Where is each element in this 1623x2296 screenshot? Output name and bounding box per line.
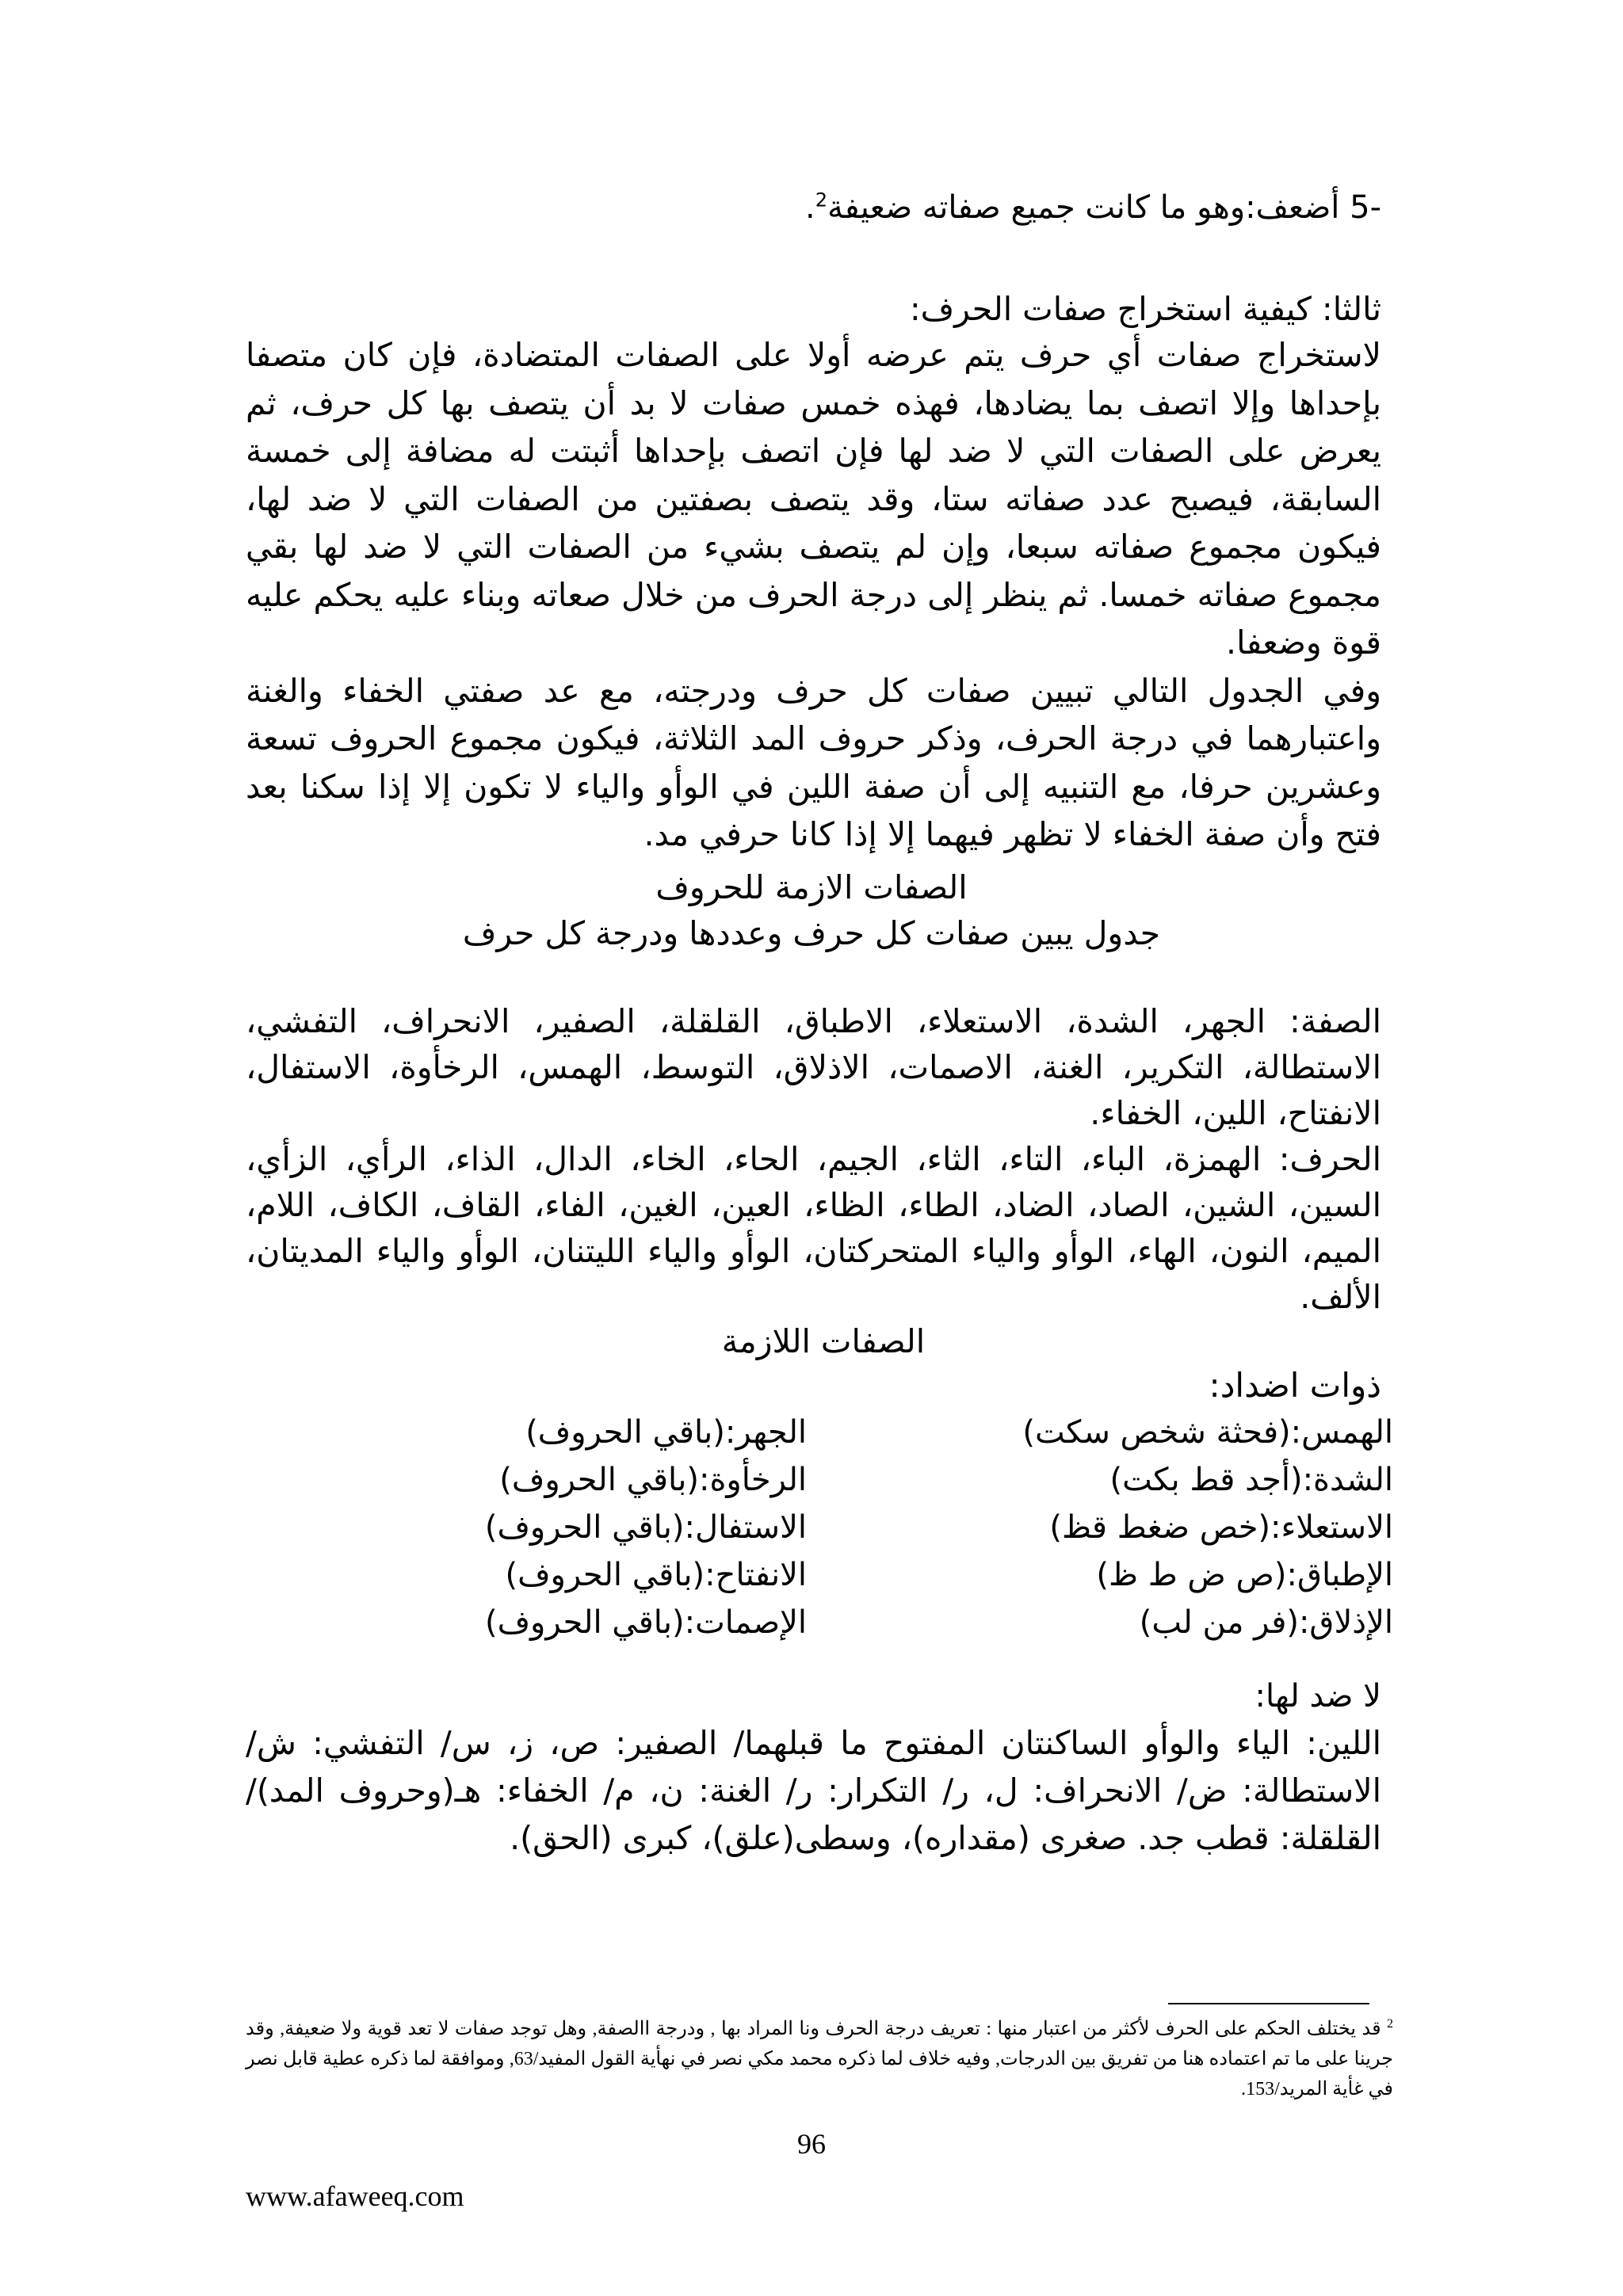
website-link[interactable]: www.afaweeq.com bbox=[246, 2180, 464, 2212]
attributes-list: الصفة: الجهر، الشدة، الاستعلاء، الاطباق، القلقلة، الصفير، الانحراف، التفشي، الاستطالة، التكرير، الغنة، الاصمات، الاذلاق، التوسط، الهمس، الرخأوة، الاستفال، الانفتاح، اللين، الخفاء. bbox=[246, 1002, 1381, 1132]
period: . bbox=[805, 189, 815, 226]
footnote-number: 2 bbox=[1387, 2017, 1394, 2031]
opposite-item: الشدة:(أجد قط بكت) bbox=[1109, 1462, 1393, 1498]
no-opposites-heading: لا ضد لها: bbox=[1254, 1678, 1381, 1714]
opposite-item: الانفتاح:(باقي الحروف) bbox=[505, 1557, 807, 1593]
opposite-item: الإذلاق:(فر من لب) bbox=[1139, 1604, 1393, 1641]
page-number: 96 bbox=[797, 2128, 826, 2160]
attribute-lists bbox=[246, 998, 1381, 1320]
footnote-ref[interactable]: 2 bbox=[815, 189, 828, 212]
footnote-text: قد يختلف الحكم على الحرف لأكثر من اعتبار منها : تعريف درجة الحرف ونا المراد بها , ودرجة االصفة, وهل توجد صفات لا تعد قوية ولا ضعيفة, وقد جرينا على ما تم اعتماده هنا من تفريق بين الدرجات, وفيه خلاف لما ذكره محمد مكي نصر في نهأية القول المفيد/63, وموافقة لما ذكره عطية قابل نصر في غأية المريد/153. bbox=[246, 2019, 1393, 2100]
paragraph: وفي الجدول التالي تبيين صفات كل حرف ودرجته، مع عد صفتي الخفاء والغنة واعتبارهما في درجة الحرف، وذكر حروف المد الثلاثة، فيكون مجموع الحروف تسعة وعشرين حرفا، مع التنبيه إلى أن صفة اللين في الوأو والياء لا تكون إلا إذا سكنا بعد فتح وأن صفة الخفاء لا تظهر فيهما إلا إذا كانا حرفي مد. bbox=[246, 671, 1381, 853]
letters-list: الحرف: الهمزة، الباء، التاء، الثاء، الجيم، الحاء، الخاء، الدال، الذاء، الرأي، الزأي، السين، الشين، الصاد، الضاد، الطاء، الظاء، العين، الغين، الفاء، القاف، الكاف، اللام، الميم، النون، الهاء، الوأو والياء المتحركتان، الوأو والياء الليتنان، الوأو والياء المديتان، الألف. bbox=[246, 1140, 1381, 1316]
opposites-column-left bbox=[363, 1409, 807, 1646]
opposite-item: الاستفال:(باقي الحروف) bbox=[484, 1509, 807, 1546]
opposite-item: الرخأوة:(باقي الحروف) bbox=[499, 1462, 807, 1498]
inherent-attributes-heading: الصفات اللازمة bbox=[721, 1322, 926, 1360]
strength-level-text: -5 أضعف:وهو ما كانت جميع صفاته ضعيفة bbox=[827, 189, 1381, 226]
opposite-item: الاستعلاء:(خص ضغط قظ) bbox=[1049, 1509, 1393, 1546]
opposite-item: الإصمات:(باقي الحروف) bbox=[484, 1604, 807, 1641]
strength-level-item bbox=[246, 184, 1381, 231]
section-body bbox=[246, 331, 1381, 859]
footnote bbox=[246, 2009, 1393, 2104]
opposite-item: الإطباق:(ص ض ط ظ) bbox=[1096, 1557, 1393, 1593]
opposites-heading: ذوات اضداد: bbox=[1209, 1366, 1381, 1405]
no-opposites-body: اللين: الياء والوأو الساكنتان المفتوح ما قبلهما/ الصفير: ص، ز، س/ التفشي: ش/ الاستطالة: ض/ الانحراف: ل، ر/ التكرار: ر/ الغنة: ن، م/ الخفاء: هـ(وحروف المد)/ القلقلة: قطب جد. صغرى (مقداره)، وسطى(علق)، كبرى (الحق). bbox=[246, 1724, 1381, 1857]
table-subtitle: جدول يبين صفات كل حرف وعددها ودرجة كل حرف bbox=[462, 914, 1161, 952]
paragraph: لاستخراج صفات أي حرف يتم عرضه أولا على الصفات المتضادة، فإن كان متصفا بإحداها وإلا اتصف بما يضادها، فهذه خمس صفات لا بد أن يتصف بها كل حرف، ثم يعرض على الصفات التي لا ضد لها فإن اتصف بإحداها أثبتت له مضافة إلى خمسة السابقة، فيصبح عدد صفاته ستا، وقد يتصف بصفتين من الصفات التي لا ضد لها، فيكون مجموع صفاته سبعا، وإن لم يتصف بشيء من الصفات التي لا ضد لها بقي مجموع صفاته خمسا. ثم ينظر إلى درجة الحرف من خلال صعاته وبناء عليه يحكم عليه قوة وضعفا. bbox=[246, 336, 1381, 662]
section-heading: ثالثا: كيفية استخراج صفات الحرف: bbox=[909, 290, 1381, 328]
opposites-column-right bbox=[902, 1409, 1393, 1646]
footnote-separator bbox=[1168, 2003, 1369, 2004]
opposite-item: الجهر:(باقي الحروف) bbox=[525, 1414, 807, 1451]
opposite-item: الهمس:(فحثة شخص سكت) bbox=[1022, 1414, 1393, 1451]
table-title: الصفات الازمة للحروف bbox=[655, 868, 968, 906]
